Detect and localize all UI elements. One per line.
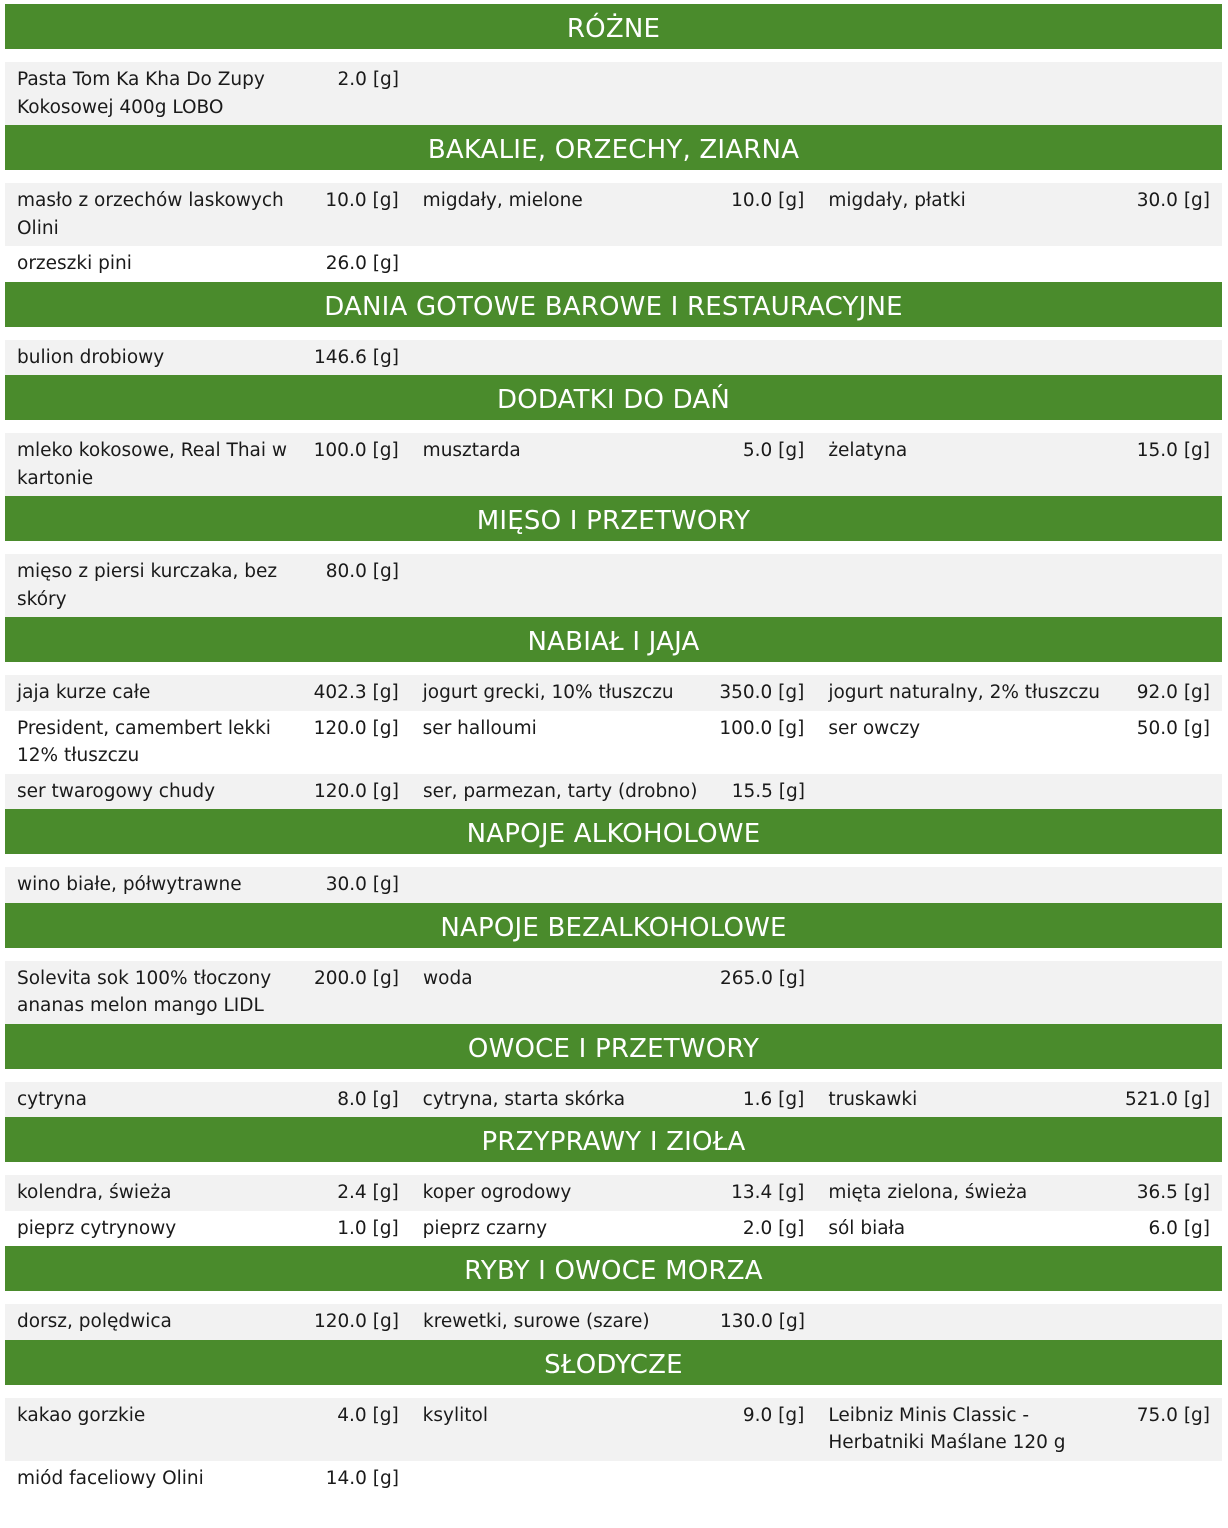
ingredient-name: miód faceliowy Olini <box>17 1467 204 1489</box>
ingredient-amount: 4.0 [g] <box>337 1404 399 1426</box>
ingredient-item <box>411 965 817 1020</box>
ingredient-amount: 5.0 [g] <box>742 440 805 461</box>
ingredient-name: masło z orzechów laskowych Olini <box>17 190 284 239</box>
category-header: BAKALIE, ORZECHY, ZIARNA <box>5 125 1222 170</box>
ingredient-item <box>411 187 817 242</box>
ingredient-item <box>816 437 1222 492</box>
category-header: RÓŻNE <box>5 4 1222 49</box>
ingredient-name: woda <box>423 967 473 989</box>
ingredient-amount: 120.0 [g] <box>313 1311 399 1332</box>
ingredient-name: truskawki <box>828 1088 918 1110</box>
ingredient-name: cytryna, starta skórka <box>422 1088 626 1110</box>
ingredient-name: ksylitol <box>422 1404 488 1426</box>
ingredient-amount: 13.4 [g] <box>731 1182 805 1203</box>
ingredient-amount: 2.4 [g] <box>337 1182 399 1203</box>
ingredient-amount: 521.0 [g] <box>1124 1088 1211 1110</box>
ingredient-item <box>5 1215 411 1243</box>
ingredient-name: ser owczy <box>828 717 921 739</box>
ingredient-item <box>5 344 411 372</box>
category-header: SŁODYCZE <box>5 1340 1222 1385</box>
ingredient-amount: 1.0 [g] <box>337 1217 399 1239</box>
ingredient-name: ser twarogowy chudy <box>17 780 216 802</box>
category-header: MIĘSO I PRZETWORY <box>5 496 1222 541</box>
ingredient-item <box>5 437 411 492</box>
ingredient-item <box>816 715 1222 770</box>
ingredient-name: jogurt grecki, 10% tłuszczu <box>422 682 674 703</box>
ingredient-name: Pasta Tom Ka Kha Do Zupy Kokosowej 400g LOBO <box>17 69 265 118</box>
ingredient-name: pieprz cytrynowy <box>17 1217 177 1239</box>
category-section <box>5 1024 1222 1118</box>
ingredient-item <box>5 965 411 1020</box>
ingredient-item <box>5 778 411 806</box>
ingredient-name: pieprz czarny <box>422 1217 548 1239</box>
category-section <box>5 375 1222 496</box>
ingredient-amount: 92.0 [g] <box>1136 682 1211 703</box>
ingredient-name: mleko kokosowe, Real Thai w kartonie <box>17 440 288 489</box>
ingredient-name: koper ogrodowy <box>422 1182 572 1203</box>
ingredient-item <box>5 250 411 278</box>
ingredient-item <box>5 1086 411 1114</box>
category-section <box>5 1117 1222 1246</box>
category-header: NAPOJE BEZALKOHOLOWE <box>5 903 1222 948</box>
category-section <box>5 809 1222 903</box>
ingredient-row <box>5 1398 1222 1461</box>
ingredient-item <box>5 871 411 899</box>
category-section <box>5 1246 1222 1340</box>
ingredient-item <box>5 66 411 121</box>
ingredient-item <box>816 679 1222 707</box>
ingredient-name: krewetki, surowe (szare) <box>423 1311 650 1332</box>
ingredient-row <box>5 554 1222 617</box>
ingredient-amount: 30.0 [g] <box>325 874 399 895</box>
ingredient-name: migdały, płatki <box>828 190 966 211</box>
category-header: DODATKI DO DAŃ <box>5 375 1222 420</box>
ingredient-amount: 402.3 [g] <box>313 682 399 703</box>
category-section <box>5 496 1222 617</box>
category-header: NAPOJE ALKOHOLOWE <box>5 809 1222 854</box>
ingredient-name: ser, parmezan, tarty (drobno) <box>423 780 698 802</box>
ingredient-amount: 10.0 [g] <box>325 190 399 211</box>
ingredient-row <box>5 867 1222 903</box>
ingredient-row <box>5 1304 1222 1340</box>
ingredient-row <box>5 246 1222 282</box>
ingredient-name: mięta zielona, świeża <box>828 1182 1028 1203</box>
ingredient-name: cytryna <box>17 1088 87 1110</box>
ingredient-name: musztarda <box>422 440 521 461</box>
ingredient-amount: 146.6 [g] <box>313 346 399 368</box>
ingredient-item <box>411 1308 817 1336</box>
ingredient-name: dorsz, polędwica <box>17 1311 172 1332</box>
ingredient-amount: 2.0 [g] <box>337 69 399 90</box>
ingredient-item <box>411 778 817 806</box>
ingredient-name: ser halloumi <box>422 717 537 739</box>
ingredient-amount: 2.0 [g] <box>742 1217 805 1239</box>
ingredient-name: żelatyna <box>828 440 908 461</box>
ingredient-name: mięso z piersi kurczaka, bez skóry <box>17 561 278 610</box>
ingredient-item <box>816 1179 1222 1207</box>
ingredient-amount: 14.0 [g] <box>325 1467 399 1489</box>
ingredient-item <box>816 187 1222 242</box>
ingredient-amount: 200.0 [g] <box>313 967 399 989</box>
ingredient-row <box>5 1082 1222 1118</box>
ingredient-row <box>5 1461 1222 1497</box>
category-section <box>5 4 1222 125</box>
category-section <box>5 282 1222 376</box>
ingredient-amount: 15.0 [g] <box>1136 440 1211 461</box>
ingredient-row <box>5 961 1222 1024</box>
ingredient-name: jaja kurze całe <box>17 682 151 703</box>
shopping-list <box>5 4 1222 1496</box>
ingredient-item <box>411 679 817 707</box>
ingredient-amount: 100.0 [g] <box>719 717 805 739</box>
ingredient-item <box>5 1179 411 1207</box>
category-section <box>5 1340 1222 1497</box>
ingredient-item <box>5 1308 411 1336</box>
ingredient-name: Leibniz Minis Classic - Herbatniki Maślane 120 g <box>828 1404 1066 1453</box>
ingredient-item <box>5 715 411 770</box>
ingredient-amount: 30.0 [g] <box>1136 190 1211 211</box>
ingredient-amount: 265.0 [g] <box>719 967 805 989</box>
ingredient-name: migdały, mielone <box>422 190 583 211</box>
category-header: NABIAŁ I JAJA <box>5 617 1222 662</box>
category-header: PRZYPRAWY I ZIOŁA <box>5 1117 1222 1162</box>
ingredient-item <box>816 1215 1222 1243</box>
ingredient-name: Solevita sok 100% tłoczony ananas melon mango LIDL <box>17 967 272 1016</box>
ingredient-item <box>5 558 411 613</box>
ingredient-amount: 75.0 [g] <box>1136 1404 1211 1426</box>
ingredient-item <box>5 1402 411 1457</box>
ingredient-item <box>5 1465 411 1493</box>
ingredient-row <box>5 62 1222 125</box>
category-header: DANIA GOTOWE BAROWE I RESTAURACYJNE <box>5 282 1222 327</box>
ingredient-amount: 1.6 [g] <box>742 1088 805 1110</box>
ingredient-row <box>5 675 1222 711</box>
ingredient-name: bulion drobiowy <box>17 346 165 368</box>
ingredient-amount: 10.0 [g] <box>731 190 805 211</box>
ingredient-row <box>5 774 1222 810</box>
ingredient-item <box>816 1086 1222 1114</box>
ingredient-amount: 120.0 [g] <box>313 717 399 739</box>
ingredient-name: kolendra, świeża <box>17 1182 172 1203</box>
ingredient-amount: 15.5 [g] <box>731 780 805 802</box>
ingredient-item <box>411 1402 817 1457</box>
ingredient-amount: 80.0 [g] <box>325 561 399 582</box>
ingredient-name: jogurt naturalny, 2% tłuszczu <box>828 682 1100 703</box>
ingredient-row <box>5 1211 1222 1247</box>
ingredient-item <box>411 437 817 492</box>
ingredient-item <box>411 1179 817 1207</box>
ingredient-name: wino białe, półwytrawne <box>17 874 242 895</box>
ingredient-item <box>5 679 411 707</box>
ingredient-amount: 6.0 [g] <box>1148 1217 1211 1239</box>
ingredient-amount: 350.0 [g] <box>719 682 805 703</box>
ingredient-row <box>5 183 1222 246</box>
ingredient-amount: 8.0 [g] <box>337 1088 399 1110</box>
ingredient-amount: 50.0 [g] <box>1136 717 1211 739</box>
ingredient-row <box>5 340 1222 376</box>
ingredient-name: President, camembert lekki 12% tłuszczu <box>17 717 271 766</box>
ingredient-item <box>411 1215 817 1243</box>
ingredient-amount: 9.0 [g] <box>742 1404 805 1426</box>
ingredient-amount: 26.0 [g] <box>325 253 399 274</box>
ingredient-name: kakao gorzkie <box>17 1404 146 1426</box>
ingredient-name: orzeszki pini <box>17 253 132 274</box>
category-header: RYBY I OWOCE MORZA <box>5 1246 1222 1291</box>
ingredient-row <box>5 433 1222 496</box>
category-section <box>5 903 1222 1024</box>
ingredient-row <box>5 1175 1222 1211</box>
ingredient-amount: 36.5 [g] <box>1136 1182 1211 1203</box>
ingredient-amount: 120.0 [g] <box>313 780 399 802</box>
category-section <box>5 617 1222 809</box>
category-header: OWOCE I PRZETWORY <box>5 1024 1222 1069</box>
ingredient-item <box>5 187 411 242</box>
ingredient-amount: 100.0 [g] <box>313 440 399 461</box>
ingredient-item <box>816 1402 1222 1457</box>
ingredient-name: sól biała <box>828 1217 906 1239</box>
category-section <box>5 125 1222 282</box>
ingredient-item <box>411 715 817 770</box>
ingredient-amount: 130.0 [g] <box>719 1311 805 1332</box>
ingredient-row <box>5 711 1222 774</box>
ingredient-item <box>411 1086 817 1114</box>
